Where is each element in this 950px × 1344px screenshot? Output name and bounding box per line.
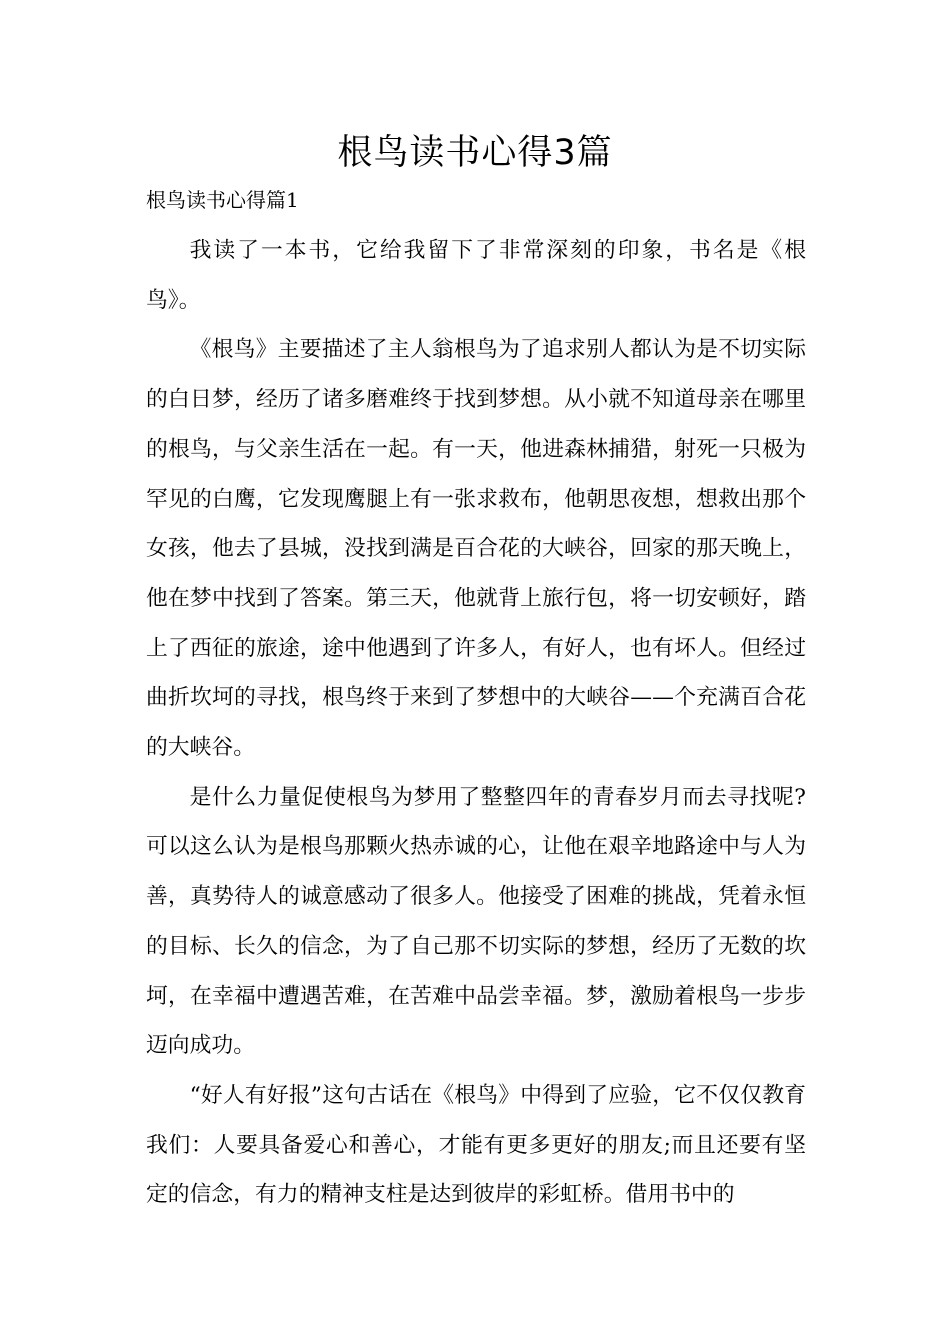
paragraph-3: 是什么力量促使根鸟为梦用了整整四年的青春岁月而去寻找呢?可以这么认为是根鸟那颗火热赤诚的心，让他在艰辛地路途中与人为善，真势待人的诚意感动了很多人。他接受了困难的挑战，凭着永恒的目标、长久的信念，为了自己那不切实际的梦想，经历了无数的坎坷，在幸福中遭遇苦难，在苦难中品尝幸福。梦，激励着根鸟一步步迈向成功。 (146, 784, 806, 1059)
paragraph-1: 我读了一本书，它给我留下了非常深刻的印象，书名是《根鸟》。 (146, 238, 806, 313)
section-heading: 根鸟读书心得篇1 (146, 188, 299, 212)
document-title: 根鸟读书心得3篇 (337, 133, 613, 173)
paragraph-4: “好人有好报”这句古话在《根鸟》中得到了应验，它不仅仅教育我们：人要具备爱心和善心，才能有更多更好的朋友;而且还要有坚定的信念，有力的精神支柱是达到彼岸的彩虹桥。借用书中的 (146, 1082, 806, 1208)
document-body (146, 226, 806, 1220)
paragraph-2: 《根鸟》主要描述了主人翁根鸟为了追求别人都认为是不切实际的白日梦，经历了诸多磨难终于找到梦想。从小就不知道母亲在哪里的根鸟，与父亲生活在一起。有一天，他进森林捕猎，射死一只极为罕见的白鹰，它发现鹰腿上有一张求救布，他朝思夜想，想救出那个女孩，他去了县城，没找到满是百合花的大峡谷，回家的那天晚上，他在梦中找到了答案。第三天，他就背上旅行包，将一切安顿好，踏上了西征的旅途，途中他遇到了许多人，有好人，也有坏人。但经过曲折坎坷的寻找，根鸟终于来到了梦想中的大峡谷——个充满百合花的大峡谷。 (146, 337, 806, 761)
